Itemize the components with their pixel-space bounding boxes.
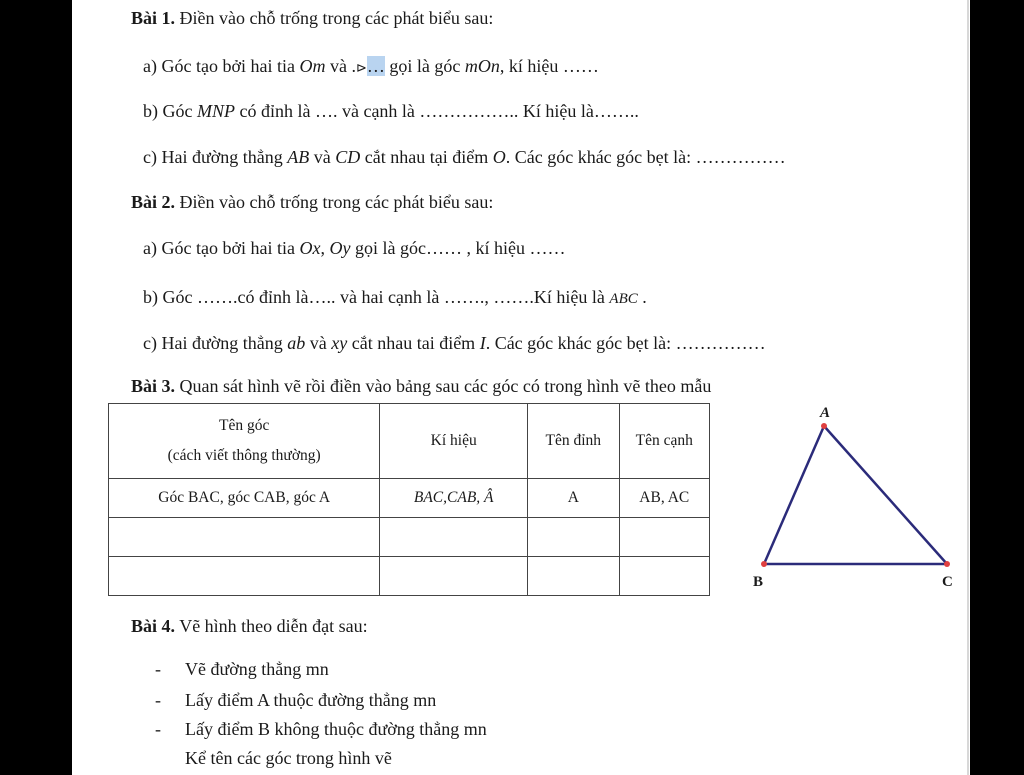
text: . (637, 287, 647, 307)
label-b: B (753, 574, 764, 590)
text: ab (287, 333, 306, 353)
table-header-row (109, 404, 710, 479)
text: và (305, 333, 332, 353)
text: . Các góc khác góc bẹt là: …………… (505, 147, 786, 167)
text: I (479, 333, 486, 353)
bullet: - (155, 690, 161, 710)
label-c: C (942, 574, 953, 590)
point-b (761, 561, 767, 567)
angles-table (108, 403, 710, 596)
table-cell: BAC,CAB, Â (380, 479, 528, 518)
table-cell: AB, AC (619, 479, 709, 518)
point-a (821, 423, 827, 429)
bai1-title-rest: Điền vào chỗ trống trong các phát biểu sau: (175, 8, 494, 28)
bai4-heading (131, 616, 368, 637)
text: ABC (609, 291, 638, 307)
text: Vẽ đường thẳng mn (185, 659, 329, 679)
text: a) Góc tạo bởi hai tia (143, 56, 300, 76)
text: gọi là góc (384, 56, 465, 76)
table-row (109, 518, 710, 557)
bai4-last-line: Kể tên các góc trong hình vẽ (185, 748, 392, 768)
header-angle-name (109, 404, 380, 479)
text: a) Góc tạo bởi hai tia (143, 238, 300, 258)
bai1-line-b (143, 101, 639, 122)
text: và . (325, 56, 356, 76)
bai2-title-rest: Điền vào chỗ trống trong các phát biểu sau: (175, 192, 494, 212)
bai3-title: Bài 3. (131, 376, 176, 396)
bai1-line-c (143, 147, 786, 168)
table-cell[interactable] (619, 557, 709, 596)
bai4-title: Bài 4. (131, 616, 176, 636)
text: và (309, 147, 336, 167)
table-cell[interactable] (109, 518, 380, 557)
bullet: - (155, 659, 161, 679)
text: Ox (299, 238, 321, 258)
table-row (109, 479, 710, 518)
text: CD (335, 147, 361, 167)
text: gọi là góc…… , kí hiệu …… (350, 238, 566, 258)
text: MNP (196, 101, 235, 121)
table-cell[interactable] (109, 557, 380, 596)
label-a: A (820, 405, 831, 421)
text: Lấy điểm A thuộc đường thẳng mn (185, 690, 437, 710)
text: b) Góc …….có đỉnh là….. và hai cạnh là ……., …….Kí hiệu là (143, 287, 610, 307)
text: Lấy điểm B không thuộc đường thẳng mn (185, 719, 487, 739)
triangle-figure (740, 400, 965, 600)
table-cell: A (528, 479, 619, 518)
text: O (492, 147, 506, 167)
text: , kí hiệu …… (499, 56, 599, 76)
bai4-item (155, 690, 436, 711)
table-cell[interactable] (619, 518, 709, 557)
table-row (109, 557, 710, 596)
bai1-heading (131, 8, 493, 29)
bai1-line-a (143, 56, 599, 77)
header-text: (cách viết thông thường) (167, 447, 321, 464)
bai2-heading (131, 192, 493, 213)
text: . Các góc khác góc bẹt là: …………… (485, 333, 766, 353)
table-cell[interactable] (528, 557, 619, 596)
text: AB (287, 147, 310, 167)
table-cell[interactable] (528, 518, 619, 557)
bullet: - (155, 719, 161, 739)
bai3-heading (131, 376, 711, 397)
text: có đỉnh là …. và cạnh là …………….. Kí hiệu là…….. (234, 101, 639, 121)
bai4-title-rest: Vẽ hình theo diễn đạt sau: (175, 616, 368, 636)
header-sides: Tên cạnh (619, 404, 709, 479)
text: xy (331, 333, 348, 353)
header-text: Tên góc (218, 417, 270, 434)
text: cắt nhau tại điểm (360, 147, 493, 167)
bai4-item (155, 659, 329, 680)
text: mOn (464, 56, 500, 76)
bai4-item (155, 719, 487, 740)
mouse-cursor-icon: ⊳ (355, 61, 367, 76)
table-cell[interactable] (380, 557, 528, 596)
text: cắt nhau tai điểm (347, 333, 480, 353)
text: Om (299, 56, 326, 76)
table-cell: Góc BAC, góc CAB, góc A (109, 479, 380, 518)
header-vertex: Tên đỉnh (528, 404, 619, 479)
text: c) Hai đường thẳng (143, 333, 288, 353)
bai2-line-a (143, 238, 565, 259)
page-edge (967, 0, 969, 775)
text: c) Hai đường thẳng (143, 147, 288, 167)
text: , (320, 238, 330, 258)
bai3-title-rest: Quan sát hình vẽ rồi điền vào bảng sau các góc có trong hình vẽ theo mẫu (175, 376, 712, 396)
selected-text[interactable]: … (366, 56, 385, 76)
bai2-line-c (143, 333, 766, 354)
bai2-line-b (143, 287, 647, 308)
text: b) Góc (143, 101, 197, 121)
point-c (944, 561, 950, 567)
text: Oy (329, 238, 351, 258)
bai1-title: Bài 1. (131, 8, 176, 28)
table-cell[interactable] (380, 518, 528, 557)
side-ab (764, 426, 824, 564)
bai2-title: Bài 2. (131, 192, 176, 212)
header-symbol: Kí hiệu (380, 404, 528, 479)
side-ac (824, 426, 947, 564)
